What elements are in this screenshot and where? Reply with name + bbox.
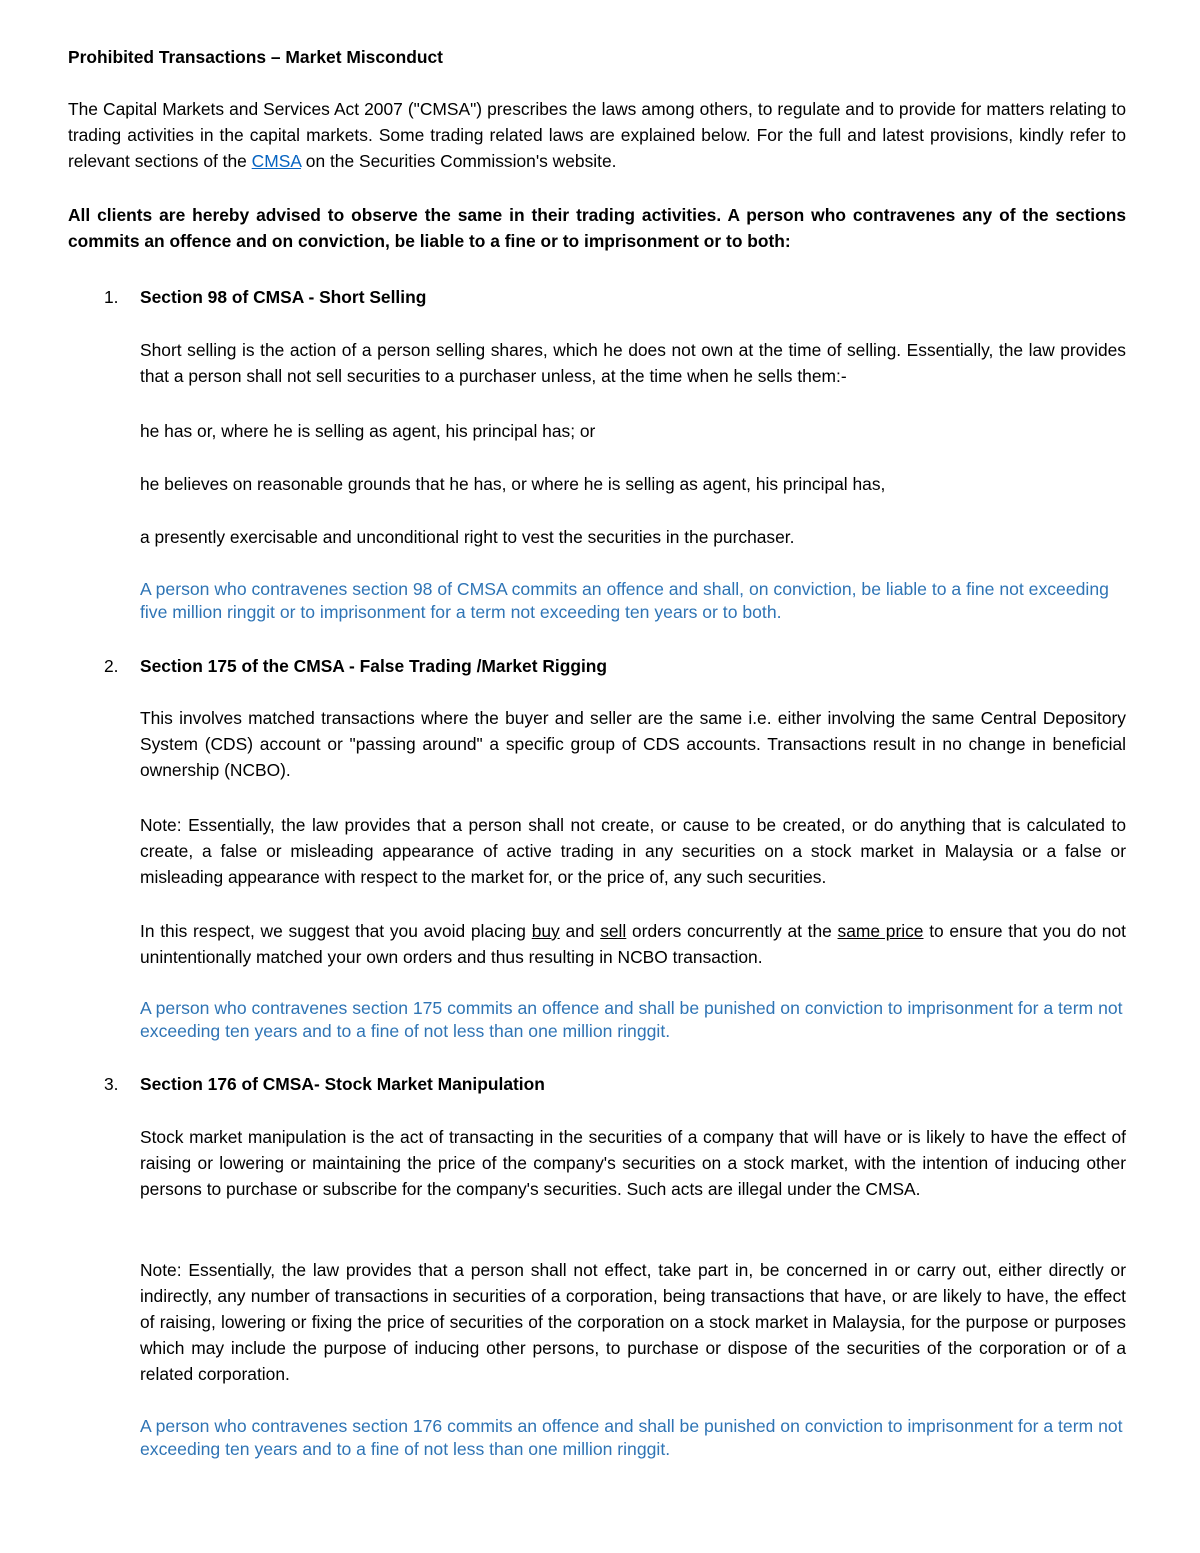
section-1-item-2: he believes on reasonable grounds that he has, or where he is selling as agent, his principal has, bbox=[140, 474, 886, 494]
suggestion-text-1: In this respect, we suggest that you avoid placing bbox=[140, 921, 532, 941]
suggestion-text-4: to ensure that you do not unintentionally matched your own orders and thus resulting in NCBO transaction. bbox=[140, 921, 1126, 967]
suggestion-buy: buy bbox=[531, 921, 560, 941]
section-3-description: Stock market manipulation is the act of transacting in the securities of a company that will have or is likely to have the effect of raising or lowering or maintaining the price of the company's securities on a stock market, with the intention of inducing other persons to purchase or subscribe for the company's securities. Such acts are illegal under the CMSA. bbox=[140, 1127, 1126, 1199]
section-2-note: Note: Essentially, the law provides that a person shall not create, or cause to be created, or do anything that is calculated to create, a false or misleading appearance of active trading in any securities on a stock market in Malaysia or a false or misleading appearance with respect to the market for, or the price of, any such securities. bbox=[140, 815, 1126, 887]
cmsa-link[interactable]: CMSA bbox=[251, 151, 301, 171]
suggestion-same-price: same price bbox=[837, 921, 924, 941]
section-3-note: Note: Essentially, the law provides that a person shall not effect, take part in, be concerned in or carry out, either directly or indirectly, any number of transactions in securities of a corporation, being transactions that have, or are likely to have, the effect of raising, lowering or fixing the price of securities of the corporation on a stock market in Malaysia, for the purpose or purposes which may include the purpose of inducing other persons, to purchase or dispose of the securities of the corporation or of a related corporation. bbox=[140, 1260, 1126, 1384]
section-1-number: 1. bbox=[104, 287, 119, 307]
section-1-item-1: he has or, where he is selling as agent, his principal has; or bbox=[140, 421, 596, 441]
page-title: Prohibited Transactions – Market Misconduct bbox=[68, 47, 443, 67]
intro-paragraph bbox=[68, 96, 1126, 174]
section-1-penalty: A person who contravenes section 98 of CMSA commits an offence and shall, on conviction, be liable to a fine not exceeding five million ringgit or to imprisonment for a term not exceeding ten years or to both. bbox=[140, 579, 1109, 622]
section-2-penalty: A person who contravenes section 175 commits an offence and shall be punished on conviction to imprisonment for a term not exceeding ten years and to a fine of not less than one million ringgit. bbox=[140, 998, 1123, 1041]
section-2-description: This involves matched transactions where the buyer and seller are the same i.e. either involving the same Central Depository System (CDS) account or "passing around" a specific group of CDS accounts. Transactions result in no change in beneficial ownership (NCBO). bbox=[140, 708, 1126, 780]
section-2-number: 2. bbox=[104, 656, 119, 676]
section-2-suggestion bbox=[140, 918, 1126, 970]
section-2-heading: Section 175 of the CMSA - False Trading /Market Rigging bbox=[140, 656, 608, 676]
suggestion-text-2: and bbox=[559, 921, 601, 941]
section-3-heading: Section 176 of CMSA- Stock Market Manipulation bbox=[140, 1074, 545, 1094]
section-1-heading: Section 98 of CMSA - Short Selling bbox=[140, 287, 427, 307]
section-3-number: 3. bbox=[104, 1074, 119, 1094]
intro-text-after: on the Securities Commission's website. bbox=[300, 151, 617, 171]
suggestion-sell: sell bbox=[600, 921, 627, 941]
section-1-item-3: a presently exercisable and unconditional right to vest the securities in the purchaser. bbox=[140, 527, 795, 547]
intro-text-before: The Capital Markets and Services Act 2007 ("CMSA") prescribes the laws among others, to regulate and to provide for matters relating to trading activities in the capital markets. Some trading related laws are explained below. For the full and latest provisions, kindly refer to relevant sections of the bbox=[68, 99, 1126, 171]
suggestion-text-3: orders concurrently at the bbox=[626, 921, 838, 941]
section-1-description: Short selling is the action of a person selling shares, which he does not own at the time of selling. Essentially, the law provides that a person shall not sell securities to a purchaser unless, at the time when he sells them:- bbox=[140, 340, 1126, 386]
section-3-penalty: A person who contravenes section 176 commits an offence and shall be punished on conviction to imprisonment for a term not exceeding ten years and to a fine of not less than one million ringgit. bbox=[140, 1416, 1123, 1459]
advisory-paragraph: All clients are hereby advised to observe the same in their trading activities. A person who contravenes any of the sections commits an offence and on conviction, be liable to a fine or to imprisonment or to both: bbox=[68, 205, 1126, 251]
